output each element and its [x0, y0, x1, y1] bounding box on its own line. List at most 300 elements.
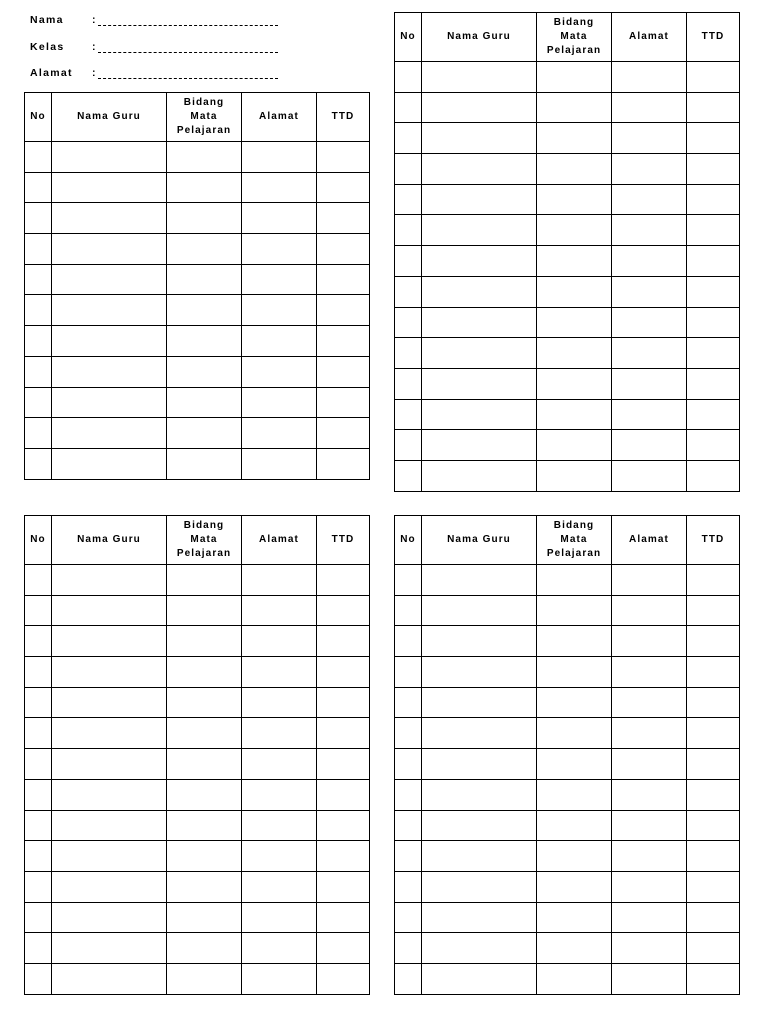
cell-bidang-mata-pelajaran[interactable]	[167, 326, 242, 357]
kelas-input-line[interactable]	[98, 52, 278, 53]
cell-nama-guru[interactable]	[52, 749, 167, 780]
cell-no[interactable]	[25, 565, 52, 596]
cell-ttd[interactable]	[317, 172, 370, 203]
cell-alamat[interactable]	[242, 871, 317, 902]
cell-alamat[interactable]	[242, 626, 317, 657]
cell-no[interactable]	[25, 356, 52, 387]
table-row	[25, 841, 370, 872]
cell-alamat[interactable]	[612, 963, 687, 994]
cell-bidang-mata-pelajaran[interactable]	[537, 718, 612, 749]
cell-alamat[interactable]	[612, 430, 687, 461]
cell-nama-guru[interactable]	[422, 154, 537, 185]
cell-ttd[interactable]	[687, 154, 740, 185]
cell-nama-guru[interactable]	[422, 92, 537, 123]
cell-alamat[interactable]	[242, 295, 317, 326]
cell-bidang-mata-pelajaran[interactable]	[537, 902, 612, 933]
cell-alamat[interactable]	[612, 933, 687, 964]
cell-ttd[interactable]	[317, 687, 370, 718]
kelas-field	[30, 39, 280, 66]
cell-nama-guru[interactable]	[52, 595, 167, 626]
cell-alamat[interactable]	[242, 264, 317, 295]
table-row	[395, 718, 740, 749]
cell-no[interactable]	[395, 963, 422, 994]
cell-bidang-mata-pelajaran[interactable]	[167, 902, 242, 933]
cell-no[interactable]	[395, 595, 422, 626]
cell-ttd[interactable]	[317, 841, 370, 872]
cell-no[interactable]	[395, 368, 422, 399]
cell-no[interactable]	[395, 430, 422, 461]
cell-alamat[interactable]	[612, 154, 687, 185]
cell-bidang-mata-pelajaran[interactable]	[537, 626, 612, 657]
cell-no[interactable]	[25, 841, 52, 872]
cell-ttd[interactable]	[687, 276, 740, 307]
cell-bidang-mata-pelajaran[interactable]	[537, 338, 612, 369]
cell-alamat[interactable]	[612, 626, 687, 657]
cell-no[interactable]	[395, 215, 422, 246]
cell-alamat[interactable]	[242, 718, 317, 749]
cell-nama-guru[interactable]	[422, 595, 537, 626]
cell-nama-guru[interactable]	[52, 810, 167, 841]
cell-no[interactable]	[25, 718, 52, 749]
cell-bidang-mata-pelajaran[interactable]	[167, 387, 242, 418]
cell-alamat[interactable]	[612, 460, 687, 491]
cell-alamat[interactable]	[242, 963, 317, 994]
cell-nama-guru[interactable]	[422, 810, 537, 841]
cell-alamat[interactable]	[242, 356, 317, 387]
cell-alamat[interactable]	[612, 810, 687, 841]
nama-input-line[interactable]	[98, 25, 278, 26]
cell-nama-guru[interactable]	[52, 626, 167, 657]
cell-nama-guru[interactable]	[422, 718, 537, 749]
cell-ttd[interactable]	[317, 749, 370, 780]
cell-alamat[interactable]	[612, 246, 687, 277]
cell-bidang-mata-pelajaran[interactable]	[167, 356, 242, 387]
cell-no[interactable]	[25, 448, 52, 479]
cell-ttd[interactable]	[317, 657, 370, 688]
cell-bidang-mata-pelajaran[interactable]	[537, 595, 612, 626]
cell-nama-guru[interactable]	[52, 933, 167, 964]
table-header-row	[25, 516, 370, 565]
cell-no[interactable]	[25, 142, 52, 173]
cell-ttd[interactable]	[317, 626, 370, 657]
table-row	[25, 356, 370, 387]
cell-no[interactable]	[395, 902, 422, 933]
cell-alamat[interactable]	[612, 307, 687, 338]
cell-alamat[interactable]	[612, 368, 687, 399]
cell-bidang-mata-pelajaran[interactable]	[537, 184, 612, 215]
cell-alamat[interactable]	[612, 902, 687, 933]
cell-alamat[interactable]	[612, 92, 687, 123]
cell-ttd[interactable]	[317, 418, 370, 449]
cell-ttd[interactable]	[317, 565, 370, 596]
cell-ttd[interactable]	[317, 356, 370, 387]
cell-no[interactable]	[25, 902, 52, 933]
cell-nama-guru[interactable]	[52, 841, 167, 872]
cell-ttd[interactable]	[687, 62, 740, 93]
cell-no[interactable]	[395, 779, 422, 810]
cell-bidang-mata-pelajaran[interactable]	[537, 368, 612, 399]
cell-no[interactable]	[395, 626, 422, 657]
table-row	[395, 460, 740, 491]
cell-no[interactable]	[25, 933, 52, 964]
cell-ttd[interactable]	[687, 779, 740, 810]
cell-ttd[interactable]	[687, 749, 740, 780]
cell-alamat[interactable]	[612, 123, 687, 154]
cell-bidang-mata-pelajaran[interactable]	[537, 779, 612, 810]
cell-nama-guru[interactable]	[422, 460, 537, 491]
cell-ttd[interactable]	[687, 902, 740, 933]
cell-no[interactable]	[395, 933, 422, 964]
cell-ttd[interactable]	[317, 933, 370, 964]
cell-alamat[interactable]	[612, 687, 687, 718]
cell-no[interactable]	[25, 234, 52, 265]
cell-alamat[interactable]	[242, 841, 317, 872]
cell-bidang-mata-pelajaran[interactable]	[537, 123, 612, 154]
cell-bidang-mata-pelajaran[interactable]	[167, 687, 242, 718]
cell-no[interactable]	[25, 172, 52, 203]
cell-nama-guru[interactable]	[52, 234, 167, 265]
cell-ttd[interactable]	[687, 92, 740, 123]
cell-no[interactable]	[395, 718, 422, 749]
header-ttd: TTD	[317, 93, 370, 142]
cell-bidang-mata-pelajaran[interactable]	[537, 62, 612, 93]
cell-ttd[interactable]	[687, 718, 740, 749]
table-row	[25, 933, 370, 964]
cell-nama-guru[interactable]	[422, 626, 537, 657]
header-alamat: Alamat	[612, 516, 687, 565]
cell-alamat[interactable]	[612, 215, 687, 246]
cell-nama-guru[interactable]	[422, 276, 537, 307]
cell-nama-guru[interactable]	[422, 184, 537, 215]
cell-ttd[interactable]	[317, 963, 370, 994]
cell-nama-guru[interactable]	[52, 657, 167, 688]
cell-alamat[interactable]	[242, 448, 317, 479]
cell-bidang-mata-pelajaran[interactable]	[537, 246, 612, 277]
header-ttd: TTD	[687, 516, 740, 565]
cell-bidang-mata-pelajaran[interactable]	[167, 595, 242, 626]
cell-nama-guru[interactable]	[422, 62, 537, 93]
header-nama-guru: Nama Guru	[422, 13, 537, 62]
cell-ttd[interactable]	[687, 338, 740, 369]
cell-nama-guru[interactable]	[422, 307, 537, 338]
cell-bidang-mata-pelajaran[interactable]	[167, 565, 242, 596]
cell-alamat[interactable]	[612, 657, 687, 688]
cell-bidang-mata-pelajaran[interactable]	[167, 142, 242, 173]
cell-bidang-mata-pelajaran[interactable]	[167, 779, 242, 810]
cell-bidang-mata-pelajaran[interactable]	[167, 264, 242, 295]
cell-ttd[interactable]	[687, 307, 740, 338]
cell-nama-guru[interactable]	[422, 657, 537, 688]
cell-no[interactable]	[25, 264, 52, 295]
table-row	[25, 234, 370, 265]
cell-no[interactable]	[395, 307, 422, 338]
cell-alamat[interactable]	[612, 184, 687, 215]
attendance-table-2	[394, 12, 740, 492]
cell-alamat[interactable]	[242, 142, 317, 173]
cell-no[interactable]	[25, 871, 52, 902]
cell-no[interactable]	[25, 626, 52, 657]
cell-no[interactable]	[25, 810, 52, 841]
cell-ttd[interactable]	[687, 215, 740, 246]
header-no: No	[25, 93, 52, 142]
alamat-label: Alamat	[30, 67, 73, 79]
cell-ttd[interactable]	[317, 234, 370, 265]
cell-no[interactable]	[395, 871, 422, 902]
cell-ttd[interactable]	[317, 142, 370, 173]
cell-nama-guru[interactable]	[422, 368, 537, 399]
cell-ttd[interactable]	[687, 430, 740, 461]
cell-bidang-mata-pelajaran[interactable]	[537, 430, 612, 461]
cell-nama-guru[interactable]	[422, 399, 537, 430]
cell-alamat[interactable]	[242, 203, 317, 234]
cell-nama-guru[interactable]	[422, 749, 537, 780]
cell-no[interactable]	[395, 92, 422, 123]
cell-bidang-mata-pelajaran[interactable]	[167, 172, 242, 203]
cell-alamat[interactable]	[242, 326, 317, 357]
cell-ttd[interactable]	[687, 657, 740, 688]
cell-no[interactable]	[25, 687, 52, 718]
cell-alamat[interactable]	[612, 276, 687, 307]
table-row	[395, 92, 740, 123]
cell-alamat[interactable]	[242, 387, 317, 418]
cell-ttd[interactable]	[687, 871, 740, 902]
cell-bidang-mata-pelajaran[interactable]	[537, 154, 612, 185]
cell-alamat[interactable]	[612, 338, 687, 369]
cell-nama-guru[interactable]	[422, 841, 537, 872]
alamat-input-line[interactable]	[98, 78, 278, 79]
cell-nama-guru[interactable]	[422, 933, 537, 964]
cell-nama-guru[interactable]	[52, 687, 167, 718]
cell-alamat[interactable]	[242, 933, 317, 964]
table-row	[25, 749, 370, 780]
cell-ttd[interactable]	[317, 203, 370, 234]
cell-bidang-mata-pelajaran[interactable]	[167, 418, 242, 449]
cell-alamat[interactable]	[242, 810, 317, 841]
cell-no[interactable]	[25, 749, 52, 780]
cell-no[interactable]	[25, 595, 52, 626]
table-header-row	[395, 13, 740, 62]
cell-alamat[interactable]	[612, 871, 687, 902]
cell-bidang-mata-pelajaran[interactable]	[167, 203, 242, 234]
cell-no[interactable]	[395, 399, 422, 430]
cell-bidang-mata-pelajaran[interactable]	[167, 718, 242, 749]
cell-bidang-mata-pelajaran[interactable]	[167, 933, 242, 964]
cell-ttd[interactable]	[317, 810, 370, 841]
cell-no[interactable]	[395, 687, 422, 718]
table-row	[25, 595, 370, 626]
cell-nama-guru[interactable]	[422, 338, 537, 369]
header-bidang-line2: Mata	[190, 111, 218, 122]
header-bidang-mata-pelajaran	[167, 516, 242, 565]
cell-nama-guru[interactable]	[422, 565, 537, 596]
cell-no[interactable]	[25, 418, 52, 449]
cell-nama-guru[interactable]	[52, 356, 167, 387]
cell-nama-guru[interactable]	[52, 871, 167, 902]
cell-no[interactable]	[395, 810, 422, 841]
cell-alamat[interactable]	[612, 749, 687, 780]
cell-nama-guru[interactable]	[52, 172, 167, 203]
table-row	[395, 430, 740, 461]
cell-no[interactable]	[395, 184, 422, 215]
cell-nama-guru[interactable]	[422, 215, 537, 246]
cell-bidang-mata-pelajaran[interactable]	[537, 399, 612, 430]
table-row	[395, 246, 740, 277]
cell-ttd[interactable]	[687, 687, 740, 718]
cell-nama-guru[interactable]	[422, 687, 537, 718]
cell-alamat[interactable]	[242, 234, 317, 265]
cell-no[interactable]	[395, 338, 422, 369]
cell-nama-guru[interactable]	[422, 779, 537, 810]
cell-no[interactable]	[25, 387, 52, 418]
cell-bidang-mata-pelajaran[interactable]	[167, 963, 242, 994]
cell-alamat[interactable]	[242, 595, 317, 626]
header-bidang-line3: Pelajaran	[176, 125, 232, 136]
cell-ttd[interactable]	[317, 295, 370, 326]
cell-no[interactable]	[25, 326, 52, 357]
cell-alamat[interactable]	[242, 779, 317, 810]
cell-ttd[interactable]	[317, 326, 370, 357]
cell-bidang-mata-pelajaran[interactable]	[167, 234, 242, 265]
cell-nama-guru[interactable]	[52, 295, 167, 326]
cell-ttd[interactable]	[317, 264, 370, 295]
cell-ttd[interactable]	[687, 460, 740, 491]
cell-alamat[interactable]	[612, 841, 687, 872]
cell-nama-guru[interactable]	[422, 430, 537, 461]
cell-no[interactable]	[25, 779, 52, 810]
cell-bidang-mata-pelajaran[interactable]	[537, 276, 612, 307]
cell-bidang-mata-pelajaran[interactable]	[537, 565, 612, 596]
cell-nama-guru[interactable]	[52, 718, 167, 749]
cell-nama-guru[interactable]	[52, 963, 167, 994]
cell-ttd[interactable]	[317, 902, 370, 933]
cell-ttd[interactable]	[317, 871, 370, 902]
cell-bidang-mata-pelajaran[interactable]	[537, 963, 612, 994]
nama-colon: :	[92, 14, 97, 26]
cell-nama-guru[interactable]	[52, 565, 167, 596]
cell-bidang-mata-pelajaran[interactable]	[537, 307, 612, 338]
cell-nama-guru[interactable]	[52, 448, 167, 479]
cell-ttd[interactable]	[687, 595, 740, 626]
cell-no[interactable]	[395, 246, 422, 277]
cell-nama-guru[interactable]	[52, 203, 167, 234]
cell-bidang-mata-pelajaran[interactable]	[167, 295, 242, 326]
cell-ttd[interactable]	[687, 810, 740, 841]
cell-ttd[interactable]	[687, 626, 740, 657]
cell-nama-guru[interactable]	[52, 326, 167, 357]
cell-alamat[interactable]	[242, 902, 317, 933]
cell-bidang-mata-pelajaran[interactable]	[167, 841, 242, 872]
cell-alamat[interactable]	[242, 657, 317, 688]
cell-no[interactable]	[395, 460, 422, 491]
cell-alamat[interactable]	[612, 779, 687, 810]
cell-bidang-mata-pelajaran[interactable]	[167, 626, 242, 657]
cell-no[interactable]	[395, 62, 422, 93]
cell-alamat[interactable]	[242, 565, 317, 596]
table-row	[25, 387, 370, 418]
cell-alamat[interactable]	[242, 687, 317, 718]
cell-nama-guru[interactable]	[52, 779, 167, 810]
cell-bidang-mata-pelajaran[interactable]	[537, 810, 612, 841]
cell-no[interactable]	[25, 295, 52, 326]
cell-bidang-mata-pelajaran[interactable]	[537, 215, 612, 246]
cell-ttd[interactable]	[317, 448, 370, 479]
cell-no[interactable]	[395, 749, 422, 780]
cell-bidang-mata-pelajaran[interactable]	[167, 810, 242, 841]
cell-no[interactable]	[395, 276, 422, 307]
table-row	[25, 687, 370, 718]
cell-no[interactable]	[395, 841, 422, 872]
cell-nama-guru[interactable]	[422, 902, 537, 933]
table-row	[395, 123, 740, 154]
cell-nama-guru[interactable]	[422, 246, 537, 277]
cell-alamat[interactable]	[612, 718, 687, 749]
table-row	[395, 276, 740, 307]
cell-no[interactable]	[395, 123, 422, 154]
cell-alamat[interactable]	[242, 418, 317, 449]
cell-no[interactable]	[395, 657, 422, 688]
cell-bidang-mata-pelajaran[interactable]	[537, 749, 612, 780]
cell-bidang-mata-pelajaran[interactable]	[537, 657, 612, 688]
cell-ttd[interactable]	[687, 246, 740, 277]
cell-no[interactable]	[25, 657, 52, 688]
cell-bidang-mata-pelajaran[interactable]	[167, 749, 242, 780]
cell-bidang-mata-pelajaran[interactable]	[167, 657, 242, 688]
cell-ttd[interactable]	[687, 963, 740, 994]
cell-nama-guru[interactable]	[52, 142, 167, 173]
cell-bidang-mata-pelajaran[interactable]	[167, 871, 242, 902]
cell-ttd[interactable]	[317, 779, 370, 810]
cell-nama-guru[interactable]	[52, 418, 167, 449]
cell-ttd[interactable]	[687, 368, 740, 399]
cell-bidang-mata-pelajaran[interactable]	[537, 841, 612, 872]
cell-ttd[interactable]	[317, 595, 370, 626]
cell-no[interactable]	[395, 565, 422, 596]
cell-ttd[interactable]	[687, 565, 740, 596]
cell-alamat[interactable]	[242, 749, 317, 780]
cell-bidang-mata-pelajaran[interactable]	[537, 933, 612, 964]
cell-ttd[interactable]	[317, 387, 370, 418]
cell-bidang-mata-pelajaran[interactable]	[167, 448, 242, 479]
cell-no[interactable]	[395, 154, 422, 185]
cell-ttd[interactable]	[687, 184, 740, 215]
cell-nama-guru[interactable]	[422, 123, 537, 154]
cell-ttd[interactable]	[687, 399, 740, 430]
cell-ttd[interactable]	[687, 841, 740, 872]
cell-bidang-mata-pelajaran[interactable]	[537, 687, 612, 718]
table-row	[25, 902, 370, 933]
cell-no[interactable]	[25, 203, 52, 234]
cell-bidang-mata-pelajaran[interactable]	[537, 92, 612, 123]
cell-nama-guru[interactable]	[52, 387, 167, 418]
cell-bidang-mata-pelajaran[interactable]	[537, 871, 612, 902]
cell-alamat[interactable]	[612, 399, 687, 430]
cell-nama-guru[interactable]	[422, 871, 537, 902]
cell-nama-guru[interactable]	[422, 963, 537, 994]
cell-no[interactable]	[25, 963, 52, 994]
table-row	[25, 565, 370, 596]
cell-alamat[interactable]	[612, 62, 687, 93]
cell-alamat[interactable]	[612, 565, 687, 596]
cell-ttd[interactable]	[317, 718, 370, 749]
cell-bidang-mata-pelajaran[interactable]	[537, 460, 612, 491]
cell-alamat[interactable]	[612, 595, 687, 626]
cell-alamat[interactable]	[242, 172, 317, 203]
header-bidang-line2: Mata	[560, 31, 588, 42]
cell-nama-guru[interactable]	[52, 902, 167, 933]
cell-nama-guru[interactable]	[52, 264, 167, 295]
cell-ttd[interactable]	[687, 123, 740, 154]
cell-ttd[interactable]	[687, 933, 740, 964]
